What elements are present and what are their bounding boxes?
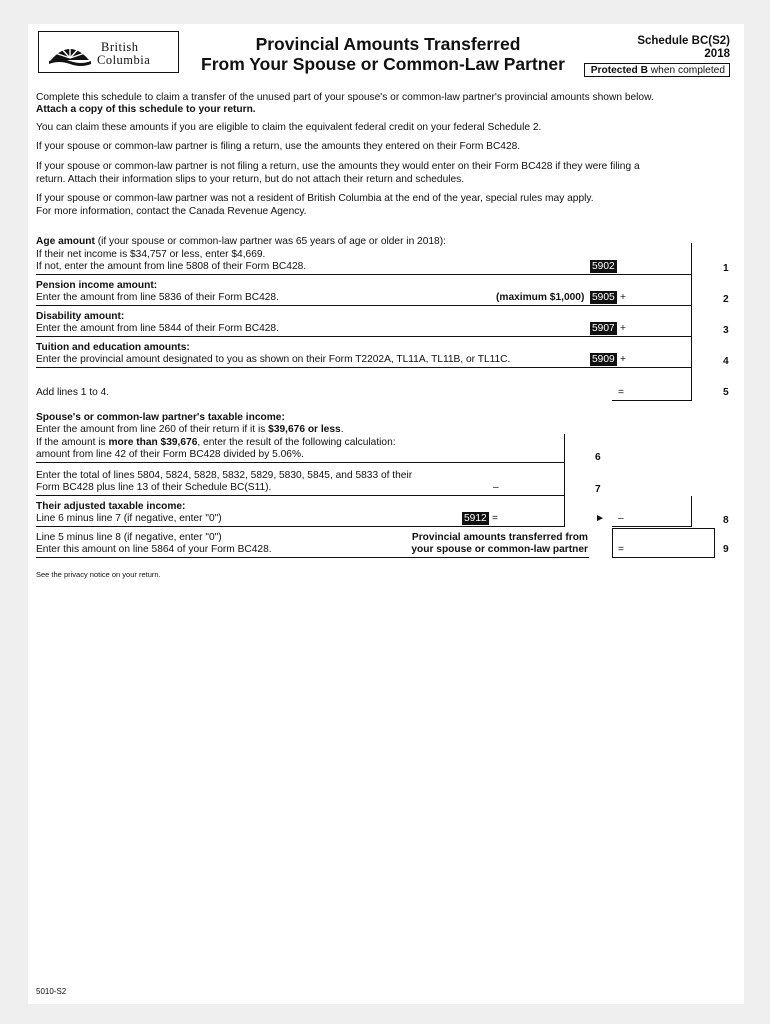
protected-note: when completed	[650, 65, 725, 76]
line-code-5909: 5909	[592, 354, 615, 365]
schedule-label: Schedule BC(S2)	[637, 35, 730, 47]
line-number-4: 4	[723, 356, 729, 367]
bc-logo	[38, 31, 179, 73]
amount-field-line3[interactable]	[628, 315, 691, 335]
line8-underline	[36, 526, 564, 527]
protected-badge	[584, 63, 730, 77]
amount-field-line6[interactable]	[490, 436, 564, 462]
intro-p5a: If your spouse or common-law partner was not a resident of British Columbia at the end of the year, special rules may apply.	[36, 193, 594, 204]
line-number-2: 2	[723, 294, 729, 305]
line3-underline	[36, 336, 691, 337]
equals-sign: =	[618, 544, 624, 555]
age-amount-heading: Age amount (if your spouse or common-law partner was 65 years of age or older in 2018):	[36, 236, 446, 247]
line9-underline	[36, 557, 589, 558]
total-lines-text2: Form BC428 plus line 13 of their Schedule BC(S11).	[36, 482, 272, 493]
amount-field-line7[interactable]	[502, 473, 564, 495]
column-divider-3	[691, 496, 692, 527]
amount-field-line1[interactable]	[620, 253, 691, 273]
arrow-right-icon: ►	[595, 513, 606, 524]
adjusted-income-heading: Their adjusted taxable income:	[36, 501, 186, 512]
plus-sign: +	[620, 354, 626, 365]
final-line-text1: Line 5 minus line 8 (if negative, enter "0")	[36, 532, 222, 543]
line7-underline	[36, 495, 564, 496]
minus-sign: –	[618, 513, 624, 524]
taxable-income-line2: Enter the amount from line 260 of their return if it is $39,676 or less.	[36, 424, 344, 435]
amount-field-line8-left[interactable]	[502, 505, 564, 527]
equals-sign: =	[618, 387, 624, 398]
line-code-5907: 5907	[592, 323, 615, 334]
line-number-5: 5	[723, 387, 729, 398]
amount-field-line8[interactable]	[628, 505, 691, 527]
line4-underline	[36, 367, 691, 368]
line-number-8: 8	[723, 515, 729, 526]
line-code-5902: 5902	[592, 261, 615, 272]
equals-sign: =	[492, 513, 498, 524]
line-number-1: 1	[723, 263, 729, 274]
line5-underline	[612, 400, 691, 401]
intro-p2: You can claim these amounts if you are eligible to claim the equivalent federal credit on your federal Schedule 2.	[36, 122, 542, 133]
taxable-income-line3: If the amount is more than $39,676, enter the result of the following calculation:	[36, 437, 396, 448]
taxable-income-line4: amount from line 42 of their Form BC428 divided by 5.06%.	[36, 449, 304, 460]
plus-sign: +	[620, 323, 626, 334]
line-number-9: 9	[723, 544, 729, 555]
tuition-line2: Enter the provincial amount designated to you as shown on their Form T2202A, TL11A, TL11B, or TL11C.	[36, 354, 511, 365]
intro-p1: Complete this schedule to claim a transfer of the unused part of your spouse's or common-law partner's provincial amounts shown below.	[36, 92, 654, 103]
form-page	[28, 24, 744, 1004]
amount-field-line5[interactable]	[628, 380, 691, 400]
form-code: 5010-S2	[36, 987, 67, 996]
final-line-text2: Enter this amount on line 5864 of your Form BC428.	[36, 544, 272, 555]
line1-underline	[36, 274, 691, 275]
logo-line2: Columbia	[97, 53, 151, 67]
amount-field-line2[interactable]	[628, 284, 691, 304]
tuition-heading: Tuition and education amounts:	[36, 342, 190, 353]
line-code-5905: 5905	[592, 292, 615, 303]
add-lines-text: Add lines 1 to 4.	[36, 387, 110, 398]
pension-line2: Enter the amount from line 5836 of their Form BC428.	[36, 292, 279, 303]
line6-underline	[36, 462, 564, 463]
intro-p5b: For more information, contact the Canada Revenue Agency.	[36, 206, 307, 217]
intro-attach: Attach a copy of this schedule to your return.	[36, 104, 256, 115]
form-title-line2: From Your Spouse or Common-Law Partner	[201, 54, 565, 74]
logo-line1: British	[101, 40, 139, 54]
intro-p3: If your spouse or common-law partner is filing a return, use the amounts they entered on their Form BC428.	[36, 141, 521, 152]
plus-sign: +	[620, 292, 626, 303]
age-amount-line2: If their net income is $34,757 or less, enter $4,669.	[36, 249, 266, 260]
minus-sign: –	[493, 482, 499, 493]
final-label1: Provincial amounts transferred from	[411, 532, 588, 543]
column-divider-2	[564, 434, 565, 527]
line-number-3: 3	[723, 325, 729, 336]
pension-maximum: (maximum $1,000)	[496, 292, 585, 303]
intro-p4b: return. Attach their information slips to your return, but do not attach their return and schedules.	[36, 174, 465, 185]
total-lines-text1: Enter the total of lines 5804, 5824, 5828, 5832, 5829, 5830, 5845, and 5833 of their	[36, 470, 413, 481]
adjusted-income-line2: Line 6 minus line 7 (if negative, enter "0")	[36, 513, 222, 524]
schedule-year: 2018	[704, 48, 730, 60]
form-title-line1: Provincial Amounts Transferred	[255, 34, 521, 54]
line-number-7: 7	[595, 484, 601, 495]
line2-underline	[36, 305, 691, 306]
line-code-5912: 5912	[464, 513, 487, 524]
disability-line2: Enter the amount from line 5844 of their Form BC428.	[36, 323, 279, 334]
sun-waves-icon	[45, 38, 95, 66]
privacy-notice: See the privacy notice on your return.	[36, 570, 161, 579]
line-number-6: 6	[595, 452, 601, 463]
column-divider	[691, 243, 692, 401]
protected-label: Protected B	[590, 65, 648, 76]
taxable-income-heading: Spouse's or common-law partner's taxable income:	[36, 412, 285, 423]
pension-heading: Pension income amount:	[36, 280, 158, 291]
amount-field-line9[interactable]	[612, 528, 715, 558]
amount-field-line4[interactable]	[628, 346, 691, 366]
line8-right-underline	[612, 526, 691, 527]
age-amount-line3: If not, enter the amount from line 5808 of their Form BC428.	[36, 261, 307, 272]
disability-heading: Disability amount:	[36, 311, 125, 322]
final-label2: your spouse or common-law partner	[411, 544, 588, 555]
intro-p4a: If your spouse or common-law partner is not filing a return, use the amounts they would enter on their Form BC428 if they were filing a	[36, 161, 640, 172]
